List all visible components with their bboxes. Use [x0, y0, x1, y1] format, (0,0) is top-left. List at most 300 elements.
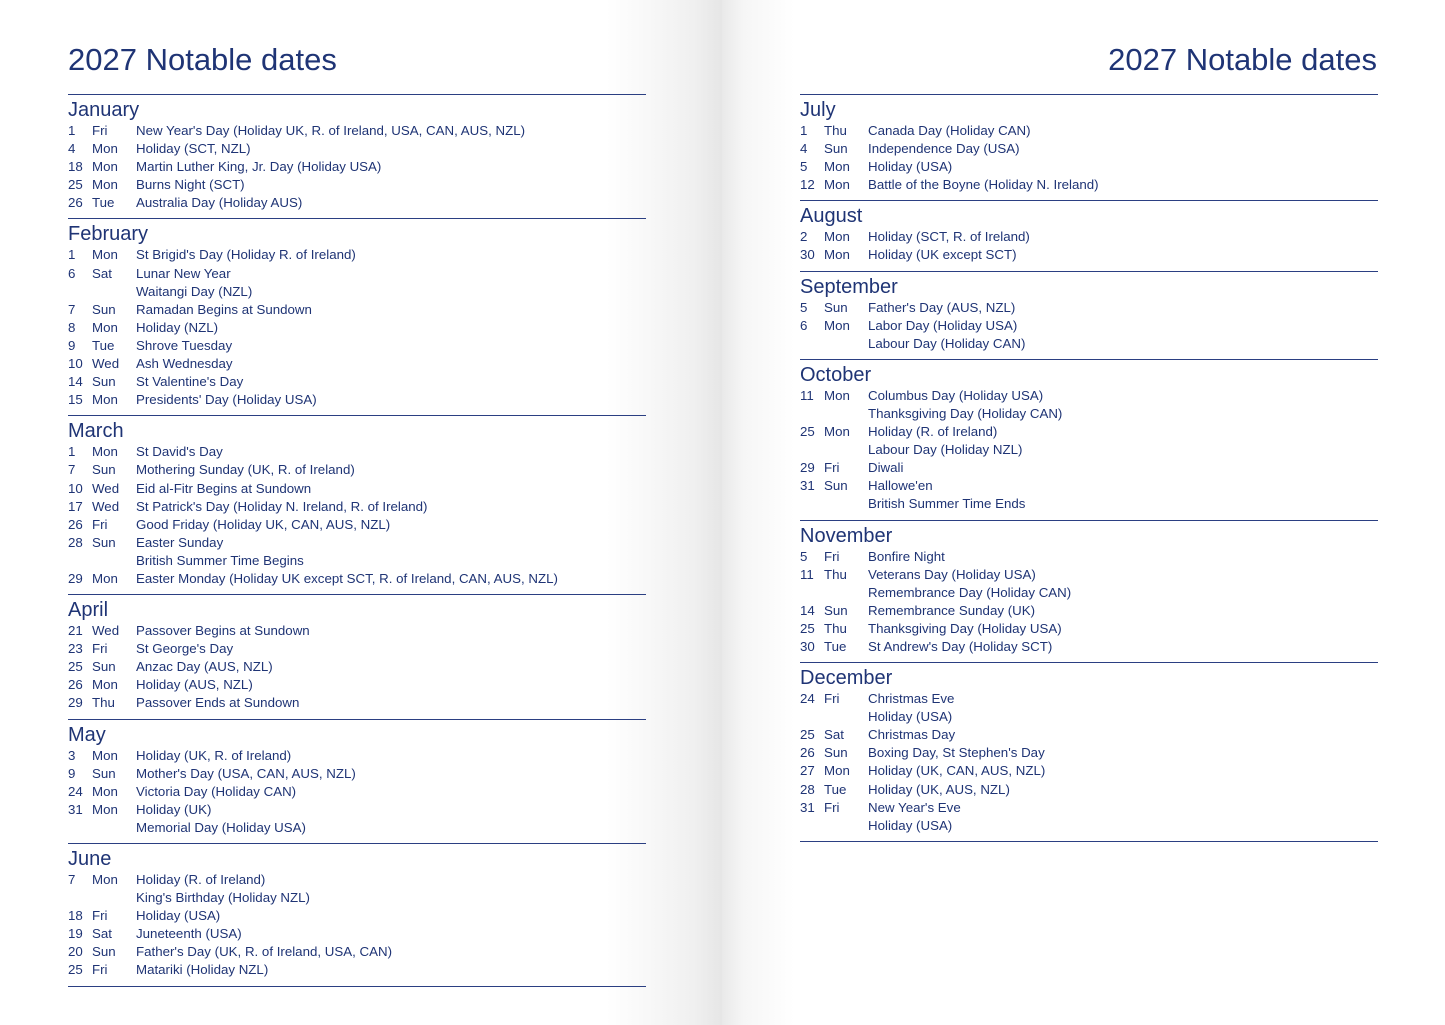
entry-weekday	[824, 817, 868, 835]
entry-day: 25	[800, 727, 815, 743]
entry-weekday: Sun	[92, 374, 116, 390]
entry-weekday: Mon	[92, 159, 118, 175]
date-entry	[68, 765, 646, 783]
entry-day: 29	[68, 695, 83, 711]
entry-weekday: Thu	[824, 566, 847, 582]
entry-day: 9	[68, 765, 76, 781]
month-name: June	[68, 848, 112, 870]
entry-day: 1	[800, 123, 808, 138]
entry-day: 23	[68, 641, 83, 657]
month-section	[68, 843, 646, 987]
date-entry	[68, 122, 646, 140]
entry-event: New Year's Day (Holiday UK, R. of Ireland, USA, CAN, AUS, NZL)	[136, 123, 526, 138]
entry-event: Boxing Day, St Stephen's Day	[868, 745, 1045, 761]
date-entry	[800, 228, 1378, 246]
entry-event: Memorial Day (Holiday USA)	[136, 819, 306, 835]
entry-day: 31	[800, 799, 815, 815]
entry-event: Labor Day (Holiday USA)	[868, 317, 1018, 333]
entry-event: New Year's Eve	[868, 799, 961, 815]
entry-day: 4	[800, 141, 808, 157]
entry-day: 27	[800, 763, 815, 779]
date-entry	[800, 726, 1378, 744]
entry-event: Holiday (UK, R. of Ireland)	[136, 747, 292, 763]
entry-weekday: Mon	[824, 229, 850, 245]
entry-day: 31	[800, 478, 815, 494]
entry-event: Hallowe'en	[868, 478, 933, 494]
entry-event: Independence Day (USA)	[868, 141, 1020, 157]
month-section	[800, 359, 1378, 514]
entry-weekday: Fri	[824, 691, 840, 707]
entry-weekday	[824, 584, 868, 602]
date-entry	[68, 319, 646, 337]
month-name: January	[68, 99, 140, 121]
entry-weekday: Mon	[824, 317, 850, 333]
entry-event: Juneteenth (USA)	[136, 926, 242, 942]
entry-day: 28	[800, 781, 815, 797]
entry-event: Bonfire Night	[868, 548, 945, 564]
entry-event: Holiday (UK)	[136, 801, 212, 817]
entry-day: 26	[68, 195, 83, 211]
entry-event: Thanksgiving Day (Holiday USA)	[868, 620, 1062, 636]
entry-event: Good Friday (Holiday UK, CAN, AUS, NZL)	[136, 516, 391, 532]
entry-day: 14	[68, 374, 83, 390]
entry-weekday: Wed	[92, 356, 120, 372]
entry-event: Holiday (USA)	[136, 908, 221, 924]
entry-weekday: Fri	[824, 548, 840, 564]
entry-weekday: Thu	[92, 695, 115, 711]
entry-weekday: Sun	[824, 602, 848, 618]
entry-day: 2	[800, 229, 808, 245]
entry-event: Father's Day (UK, R. of Ireland, USA, CAN)	[136, 944, 392, 960]
date-entry	[68, 943, 646, 961]
date-entry	[800, 423, 1378, 441]
entry-weekday	[824, 708, 868, 726]
date-entry	[68, 925, 646, 943]
month-section	[68, 94, 646, 212]
entry-day	[800, 584, 824, 602]
entry-day: 5	[800, 159, 808, 175]
entry-day: 30	[800, 247, 815, 263]
entry-event: Remembrance Day (Holiday CAN)	[868, 584, 1072, 600]
entry-weekday: Wed	[92, 498, 120, 514]
month-section	[68, 594, 646, 712]
entry-weekday: Sun	[824, 478, 848, 494]
month-section	[800, 520, 1378, 657]
entry-weekday: Tue	[824, 638, 847, 654]
left-page	[0, 0, 722, 1025]
entry-day	[800, 405, 824, 423]
entry-weekday: Sun	[92, 765, 116, 781]
entry-weekday: Tue	[824, 781, 847, 797]
page-title: 2027 Notable dates	[1108, 42, 1377, 77]
date-entry	[68, 534, 646, 552]
entry-event: Anzac Day (AUS, NZL)	[136, 659, 273, 675]
entry-day: 5	[800, 548, 808, 564]
date-entry	[800, 495, 1378, 513]
entry-weekday	[92, 552, 136, 570]
entry-day: 24	[800, 691, 815, 707]
date-entry	[800, 246, 1378, 264]
month-name: October	[800, 363, 872, 386]
month-name: March	[68, 420, 124, 443]
entry-weekday: Mon	[92, 677, 118, 693]
entry-day	[800, 441, 824, 459]
entry-event: Mother's Day (USA, CAN, AUS, NZL)	[136, 765, 356, 781]
date-entry	[68, 819, 646, 837]
entry-day	[800, 495, 824, 513]
entry-day: 25	[68, 177, 83, 193]
entry-weekday: Sun	[92, 462, 116, 478]
entry-event: Mothering Sunday (UK, R. of Ireland)	[136, 462, 355, 478]
entry-day: 20	[68, 944, 83, 960]
month-name: April	[68, 599, 109, 622]
entry-day	[800, 708, 824, 726]
entry-event: Ramadan Begins at Sundown	[136, 301, 312, 317]
entry-day	[800, 335, 824, 353]
date-entry	[68, 140, 646, 158]
entry-weekday: Mon	[92, 392, 118, 408]
month-section	[800, 94, 1378, 194]
entry-event: St Andrew's Day (Holiday SCT)	[868, 638, 1053, 654]
month-name: December	[800, 667, 893, 690]
date-entry	[68, 301, 646, 319]
entry-event: Presidents' Day (Holiday USA)	[136, 392, 317, 408]
entry-event: Holiday (NZL)	[136, 319, 219, 335]
entry-day: 17	[68, 498, 83, 514]
date-entry	[68, 747, 646, 765]
entry-weekday	[824, 495, 868, 513]
entry-event: Holiday (USA)	[868, 159, 953, 175]
month-name: August	[800, 205, 863, 228]
date-entry	[800, 387, 1378, 405]
entry-event: St Valentine's Day	[136, 374, 244, 390]
entry-event: Holiday (R. of Ireland)	[136, 872, 266, 887]
date-entry	[68, 158, 646, 176]
date-entry	[800, 405, 1378, 423]
date-entry	[800, 122, 1378, 140]
entry-weekday: Mon	[824, 387, 850, 403]
entry-weekday: Mon	[824, 177, 850, 193]
date-entry	[68, 355, 646, 373]
entry-event: Passover Ends at Sundown	[136, 695, 300, 711]
entry-day: 31	[68, 801, 83, 817]
entry-event: Holiday (UK, AUS, NZL)	[868, 781, 1010, 797]
entry-weekday: Fri	[92, 962, 108, 978]
entry-weekday	[92, 889, 136, 907]
date-entry	[800, 781, 1378, 799]
entry-weekday: Sun	[92, 659, 116, 675]
date-entry	[68, 783, 646, 801]
entry-event: Labour Day (Holiday NZL)	[868, 442, 1023, 458]
entry-day: 26	[68, 677, 83, 693]
month-name: February	[68, 223, 149, 246]
entry-weekday	[824, 441, 868, 459]
entry-day: 7	[68, 872, 76, 887]
entry-day: 11	[800, 387, 814, 403]
date-entry	[68, 176, 646, 194]
date-entry	[800, 335, 1378, 353]
entry-weekday: Sun	[824, 141, 848, 157]
date-entry	[800, 638, 1378, 656]
entry-weekday: Tue	[92, 195, 115, 211]
date-entry	[68, 265, 646, 283]
month-section	[68, 415, 646, 588]
entry-weekday: Mon	[92, 872, 118, 887]
date-entry	[68, 516, 646, 534]
entry-weekday: Sat	[824, 727, 844, 743]
entry-weekday: Mon	[92, 247, 118, 263]
entry-day	[68, 283, 92, 301]
entry-weekday: Thu	[824, 123, 847, 138]
entry-day: 3	[68, 747, 76, 763]
entry-day: 15	[68, 392, 83, 408]
entry-event: Martin Luther King, Jr. Day (Holiday USA)	[136, 159, 382, 175]
date-entry	[68, 907, 646, 925]
month-section	[68, 719, 646, 837]
page-title: 2027 Notable dates	[68, 42, 337, 77]
entry-event: Holiday (SCT, R. of Ireland)	[868, 229, 1030, 245]
month-name: September	[800, 275, 898, 298]
entry-day: 1	[68, 123, 76, 138]
entry-day: 1	[68, 444, 76, 460]
entry-day: 19	[68, 926, 83, 942]
entry-weekday	[824, 335, 868, 353]
date-entry	[800, 176, 1378, 194]
entry-weekday: Mon	[92, 444, 118, 460]
entry-event: St George's Day	[136, 641, 234, 657]
entry-day	[68, 552, 92, 570]
entry-day: 1	[68, 247, 76, 263]
entry-event: St Brigid's Day (Holiday R. of Ireland)	[136, 247, 356, 263]
entry-event: Matariki (Holiday NZL)	[136, 962, 269, 978]
entry-event: British Summer Time Begins	[136, 552, 304, 568]
entry-day: 7	[68, 301, 76, 317]
date-entry	[800, 584, 1378, 602]
entry-weekday: Thu	[824, 620, 847, 636]
entry-day: 25	[800, 424, 815, 440]
entry-event: Holiday (SCT, NZL)	[136, 141, 251, 157]
entry-weekday: Sat	[92, 926, 112, 942]
date-entry	[68, 552, 646, 570]
entry-day	[800, 817, 824, 835]
entry-event: St David's Day	[136, 444, 223, 460]
entry-event: Thanksgiving Day (Holiday CAN)	[868, 405, 1063, 421]
entry-event: Burns Night (SCT)	[136, 177, 245, 193]
entry-day: 29	[800, 460, 815, 476]
entry-day: 18	[68, 159, 83, 175]
date-entry	[800, 566, 1378, 584]
date-entry	[800, 140, 1378, 158]
entry-weekday: Mon	[92, 801, 118, 817]
entry-event: Holiday (USA)	[868, 709, 953, 725]
date-entry	[68, 676, 646, 694]
entry-day: 14	[800, 602, 815, 618]
entry-weekday: Mon	[824, 159, 850, 175]
month-section	[800, 662, 1378, 842]
entry-weekday: Mon	[92, 783, 118, 799]
entry-day: 7	[68, 462, 76, 478]
date-entry	[800, 477, 1378, 495]
entry-event: Father's Day (AUS, NZL)	[868, 299, 1016, 315]
entry-event: Diwali	[868, 460, 904, 476]
date-entry	[68, 337, 646, 355]
date-entry	[68, 498, 646, 516]
date-entry	[800, 548, 1378, 566]
entry-day: 11	[800, 566, 814, 582]
entry-day: 30	[800, 638, 815, 654]
date-entry	[800, 817, 1378, 835]
entry-event: Ash Wednesday	[136, 356, 233, 372]
entry-day	[68, 889, 92, 907]
entry-event: Holiday (UK except SCT)	[868, 247, 1017, 263]
entry-event: Canada Day (Holiday CAN)	[868, 123, 1031, 138]
entry-day: 28	[68, 534, 83, 550]
entry-weekday: Fri	[824, 460, 840, 476]
date-entry	[800, 690, 1378, 708]
entry-weekday: Mon	[824, 763, 850, 779]
entry-day: 26	[68, 516, 83, 532]
entry-event: Lunar New Year	[136, 265, 231, 281]
entry-weekday: Sun	[824, 299, 848, 315]
entry-event: Shrove Tuesday	[136, 337, 233, 353]
entry-day: 10	[68, 356, 83, 372]
entry-weekday: Sat	[92, 265, 112, 281]
entry-event: Holiday (USA)	[868, 817, 953, 833]
entry-day: 29	[68, 570, 83, 586]
entry-weekday: Sun	[92, 944, 116, 960]
date-entry	[800, 317, 1378, 335]
date-entry	[68, 480, 646, 498]
entry-weekday	[824, 405, 868, 423]
entry-day	[68, 819, 92, 837]
entry-weekday: Mon	[92, 570, 118, 586]
date-entry	[800, 158, 1378, 176]
entry-weekday	[92, 819, 136, 837]
entry-event: Passover Begins at Sundown	[136, 623, 310, 639]
entry-day: 18	[68, 908, 83, 924]
date-entry	[800, 708, 1378, 726]
entry-weekday: Mon	[824, 424, 850, 440]
entry-event: Labour Day (Holiday CAN)	[868, 335, 1026, 351]
entry-event: Holiday (UK, CAN, AUS, NZL)	[868, 763, 1046, 779]
entry-weekday: Mon	[92, 141, 118, 157]
date-entry	[800, 299, 1378, 317]
entry-event: Holiday (R. of Ireland)	[868, 424, 998, 440]
entry-weekday: Sun	[824, 745, 848, 761]
entry-weekday: Fri	[92, 641, 108, 657]
entry-weekday: Sun	[92, 534, 116, 550]
entry-event: Easter Monday (Holiday UK except SCT, R. of Ireland, CAN, AUS, NZL)	[136, 570, 558, 586]
months-list	[68, 94, 646, 987]
date-entry	[800, 602, 1378, 620]
month-name: July	[800, 99, 836, 121]
entry-event: King's Birthday (Holiday NZL)	[136, 890, 310, 906]
entry-event: British Summer Time Ends	[868, 496, 1026, 512]
date-entry	[800, 799, 1378, 817]
entry-event: Australia Day (Holiday AUS)	[136, 195, 303, 211]
date-entry	[800, 620, 1378, 638]
entry-weekday	[92, 283, 136, 301]
date-entry	[68, 622, 646, 640]
entry-event: Waitangi Day (NZL)	[136, 283, 253, 299]
entry-event: St Patrick's Day (Holiday N. Ireland, R. of Ireland)	[136, 498, 428, 514]
date-entry	[68, 961, 646, 979]
month-section	[68, 218, 646, 409]
entry-day: 25	[68, 659, 83, 675]
date-entry	[68, 373, 646, 391]
entry-event: Victoria Day (Holiday CAN)	[136, 783, 297, 799]
entry-event: Christmas Eve	[868, 691, 955, 707]
date-entry	[800, 744, 1378, 762]
entry-day: 9	[68, 337, 76, 353]
entry-weekday: Mon	[92, 177, 118, 193]
entry-event: Christmas Day	[868, 727, 956, 743]
months-list	[800, 94, 1378, 842]
entry-day: 6	[800, 317, 808, 333]
right-page	[722, 0, 1445, 1025]
date-entry	[800, 762, 1378, 780]
entry-event: Holiday (AUS, NZL)	[136, 677, 253, 693]
date-entry	[800, 441, 1378, 459]
month-name: May	[68, 723, 106, 746]
date-entry	[68, 391, 646, 409]
entry-weekday: Wed	[92, 623, 120, 639]
entry-day: 24	[68, 783, 83, 799]
entry-event: Veterans Day (Holiday USA)	[868, 566, 1036, 582]
entry-weekday: Sun	[92, 301, 116, 317]
entry-day: 8	[68, 319, 76, 335]
month-section	[800, 271, 1378, 353]
entry-weekday: Mon	[824, 247, 850, 263]
date-entry	[800, 459, 1378, 477]
entry-event: Remembrance Sunday (UK)	[868, 602, 1036, 618]
entry-day: 21	[68, 623, 83, 639]
entry-weekday: Mon	[92, 319, 118, 335]
entry-event: Eid al-Fitr Begins at Sundown	[136, 480, 312, 496]
entry-day: 26	[800, 745, 815, 761]
entry-day: 25	[68, 962, 83, 978]
entry-weekday: Fri	[92, 123, 108, 138]
entry-day: 5	[800, 299, 808, 315]
date-entry	[68, 871, 646, 889]
entry-day: 6	[68, 265, 76, 281]
entry-day: 4	[68, 141, 76, 157]
month-name: November	[800, 524, 893, 547]
entry-event: Battle of the Boyne (Holiday N. Ireland)	[868, 177, 1099, 193]
date-entry	[68, 570, 646, 588]
date-entry	[68, 461, 646, 479]
entry-weekday: Mon	[92, 747, 118, 763]
date-entry	[68, 640, 646, 658]
date-entry	[68, 283, 646, 301]
date-entry	[68, 658, 646, 676]
entry-day: 10	[68, 480, 83, 496]
entry-day: 12	[800, 177, 815, 193]
date-entry	[68, 246, 646, 264]
entry-weekday: Wed	[92, 480, 120, 496]
entry-weekday: Tue	[92, 337, 115, 353]
entry-event: Easter Sunday	[136, 534, 224, 550]
month-section	[800, 200, 1378, 264]
entry-day: 25	[800, 620, 815, 636]
date-entry	[68, 443, 646, 461]
entry-event: Columbus Day (Holiday USA)	[868, 387, 1044, 403]
date-entry	[68, 194, 646, 212]
entry-weekday: Fri	[92, 516, 108, 532]
date-entry	[68, 801, 646, 819]
date-entry	[68, 694, 646, 712]
date-entry	[68, 889, 646, 907]
